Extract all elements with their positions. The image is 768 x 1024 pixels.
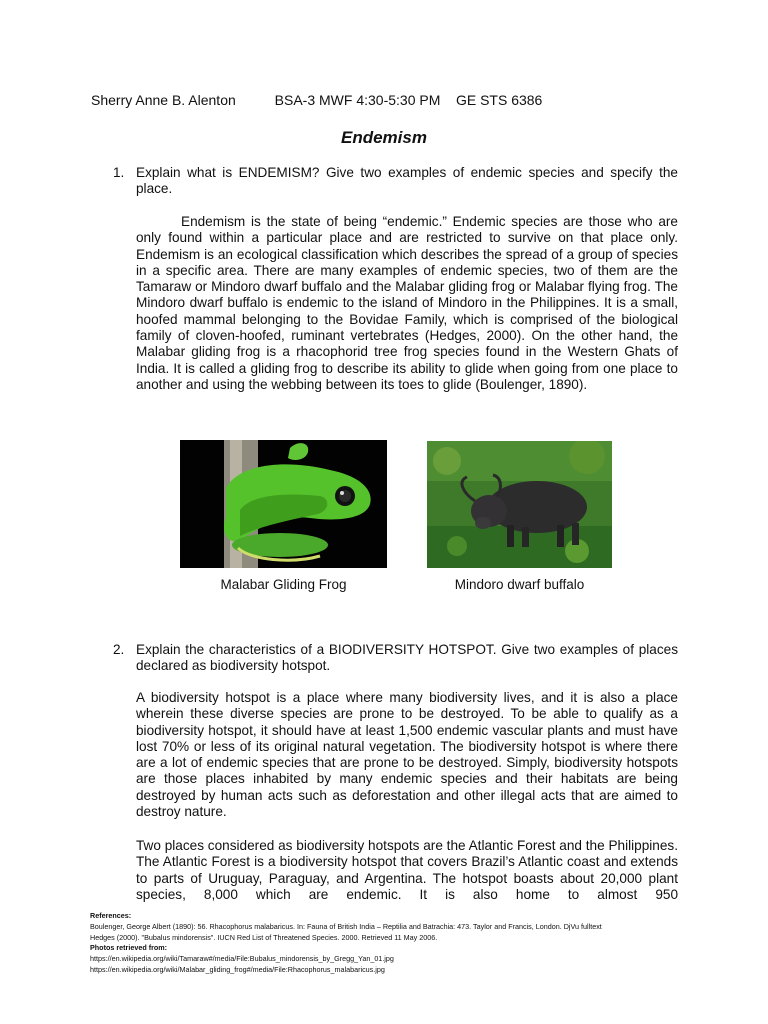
question-2-text: Explain the characteristics of a BIODIVERSITY HOTSPOT. Give two examples of places declared as biodiversity hotspot. — [136, 642, 678, 674]
reference-boulenger: Boulenger, George Albert (1890): 56. Rhacophorus malabaricus. In: Fauna of British India – Reptilia and Batrachia: 473. Taylor and Francis, London. DjVu fulltext — [90, 921, 602, 931]
references-section — [90, 911, 690, 976]
frog-caption: Malabar Gliding Frog — [220, 577, 347, 592]
class-info: BSA-3 MWF 4:30-5:30 PM — [274, 92, 441, 108]
photo-url-tamaraw: https://en.wikipedia.org/wiki/Tamaraw#/media/File:Bubalus_mindorensis_by_Gregg_Yan_01.jpg — [90, 954, 394, 964]
mindoro-buffalo-photo — [427, 441, 612, 568]
question-2 — [113, 642, 678, 675]
photo-url-frog: https://en.wikipedia.org/wiki/Malabar_gliding_frog#/media/File:Rhacophorus_malabaricus.jpg — [90, 964, 385, 974]
document-title: Endemism — [341, 128, 427, 147]
answer-2-paragraph-1: A biodiversity hotspot is a place where many biodiversity lives, and it is also a place wherein these diverse species are prone to be destroyed. To be able to qualify as a biodiversity hotspot, it should have at least 1,500 endemic vascular plants and must have lost 70% or less of its original natural vegetation. The biodiversity hotspot is where there are a lot of endemic species that are prone to be destroyed. Simply, biodiversity hotspots are those places inhabited by many endemic species and their habitats are being destroyed by human acts such as deforestation and other illegal acts that are aimed to destroy nature. — [136, 690, 678, 820]
malabar-frog-photo — [180, 440, 387, 568]
question-1-number: 1. — [113, 165, 125, 180]
question-2-number: 2. — [113, 642, 125, 657]
course-code: GE STS 6386 — [455, 92, 543, 108]
answer-1-paragraph: Endemism is the state of being “endemic.” Endemic species are those who are only found within a particular place and are restricted to survive on that place only. Endemism is an ecological classification which describes the spread of a group of species in a specific area. There are many examples of endemic species, two of them are the Tamaraw or Mindoro dwarf buffalo and the Malabar gliding frog or Malabar flying frog. The Mindoro dwarf buffalo is endemic to the island of Mindoro in the Philippines. It is a small, hoofed mammal belonging to the Bovidae Family, which is comprised of the biological family of cloven-hoofed, ruminant vertebrates (Hedges, 2000). On the other hand, the Malabar gliding frog is a rhacophorid tree frog species found in the Western Ghats of India. It is called a gliding frog to describe its ability to glide when going from one place to another and using the webbing between its toes to glide (Boulenger, 1890). — [136, 214, 678, 392]
reference-hedges: Hedges (2000). "Bubalus mindorensis". IUCN Red List of Threatened Species. 2000. Retrieved 11 May 2006. — [90, 932, 438, 942]
document-header — [91, 92, 542, 108]
question-1-text: Explain what is ENDEMISM? Give two examples of endemic species and specify the place. — [136, 165, 678, 197]
buffalo-caption: Mindoro dwarf buffalo — [454, 577, 585, 592]
photos-heading: Photos retrieved from: — [90, 943, 168, 953]
author-name: Sherry Anne B. Alenton — [91, 92, 236, 108]
references-heading: References: — [90, 911, 132, 920]
answer-2-paragraph-2: Two places considered as biodiversity hotspots are the Atlantic Forest and the Philippines. The Atlantic Forest is a biodiversity hotspot that covers Brazil’s Atlantic coast and extends to parts of Uruguay, Paraguay, and Argentina. The hotspot boasts about 20,000 plant species, 8,000 which are endemic. It is also home to almost 950 — [136, 838, 678, 902]
question-1 — [113, 165, 678, 198]
